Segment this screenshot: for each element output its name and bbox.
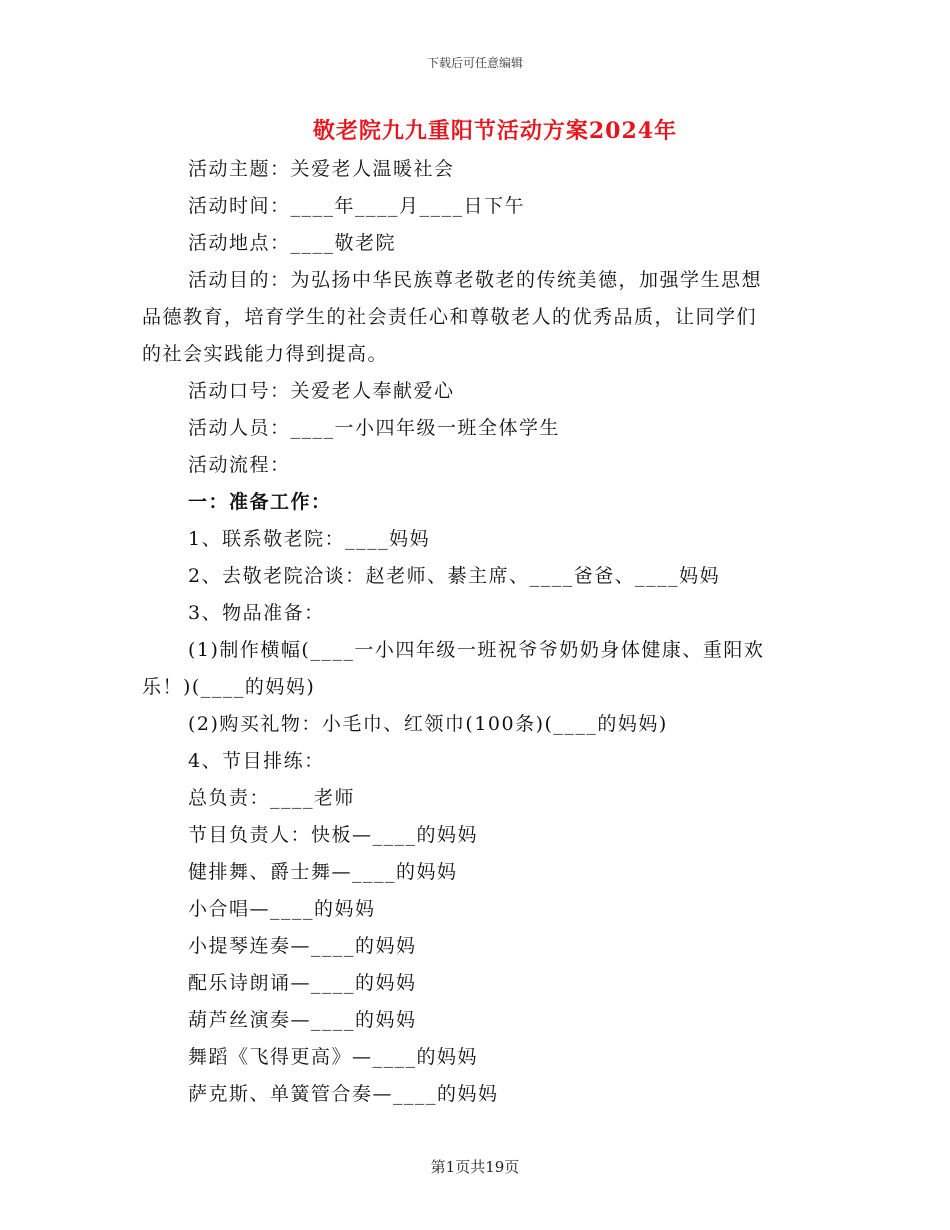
page-footer: 第1页共19页 [430,1158,520,1176]
list-item: 3、物品准备： [188,602,325,624]
activity-purpose-line-2: 品德教育，培育学生的社会责任心和尊敬老人的优秀品质，让同学们 [142,306,758,328]
list-item: 4、节目排练： [188,750,325,772]
activity-theme: 活动主题：关爱老人温暖社会 [188,158,455,180]
sub-item: (2)购买礼物：小毛巾、红领巾(100条)(____的妈妈) [188,713,668,735]
activity-purpose-line-3: 的社会实践能力得到提高。 [142,343,389,365]
list-item: 1、联系敬老院：____妈妈 [188,528,431,550]
program-item: 葫芦丝演奏—____的妈妈 [188,1009,417,1031]
activity-time: 活动时间：____年____月____日下午 [188,195,526,217]
program-item: 小合唱—____的妈妈 [188,898,376,920]
activity-participants: 活动人员：____一小四年级一班全体学生 [188,417,561,439]
activity-slogan: 活动口号：关爱老人奉献爱心 [188,380,455,402]
program-item: 小提琴连奏—____的妈妈 [188,935,417,957]
activity-location: 活动地点：____敬老院 [188,232,397,254]
program-item: 舞蹈《飞得更高》—____的妈妈 [188,1046,479,1068]
activity-purpose-line-1: 活动目的：为弘扬中华民族尊老敬老的传统美德，加强学生思想 [188,269,763,291]
activity-process-heading: 活动流程： [188,454,291,476]
sub-item: (1)制作横幅(____一小四年级一班祝爷爷奶奶身体健康、重阳欢 [188,639,765,661]
sub-item-continuation: 乐！)(____的妈妈) [142,676,316,698]
list-item: 2、去敬老院洽谈：赵老师、綦主席、____爸爸、____妈妈 [188,565,721,587]
document-title: 敬老院九九重阳节活动方案2024年 [312,118,678,144]
program-item: 配乐诗朗诵—____的妈妈 [188,972,417,994]
header-note: 下载后可任意编辑 [426,56,523,70]
program-item: 萨克斯、单簧管合奏—____的妈妈 [188,1083,499,1105]
program-item: 健排舞、爵士舞—____的妈妈 [188,861,458,883]
program-item: 节目负责人：快板—____的妈妈 [188,824,479,846]
program-item: 总负责：____老师 [188,787,356,809]
section-heading-preparation: 一：准备工作： [188,491,332,513]
